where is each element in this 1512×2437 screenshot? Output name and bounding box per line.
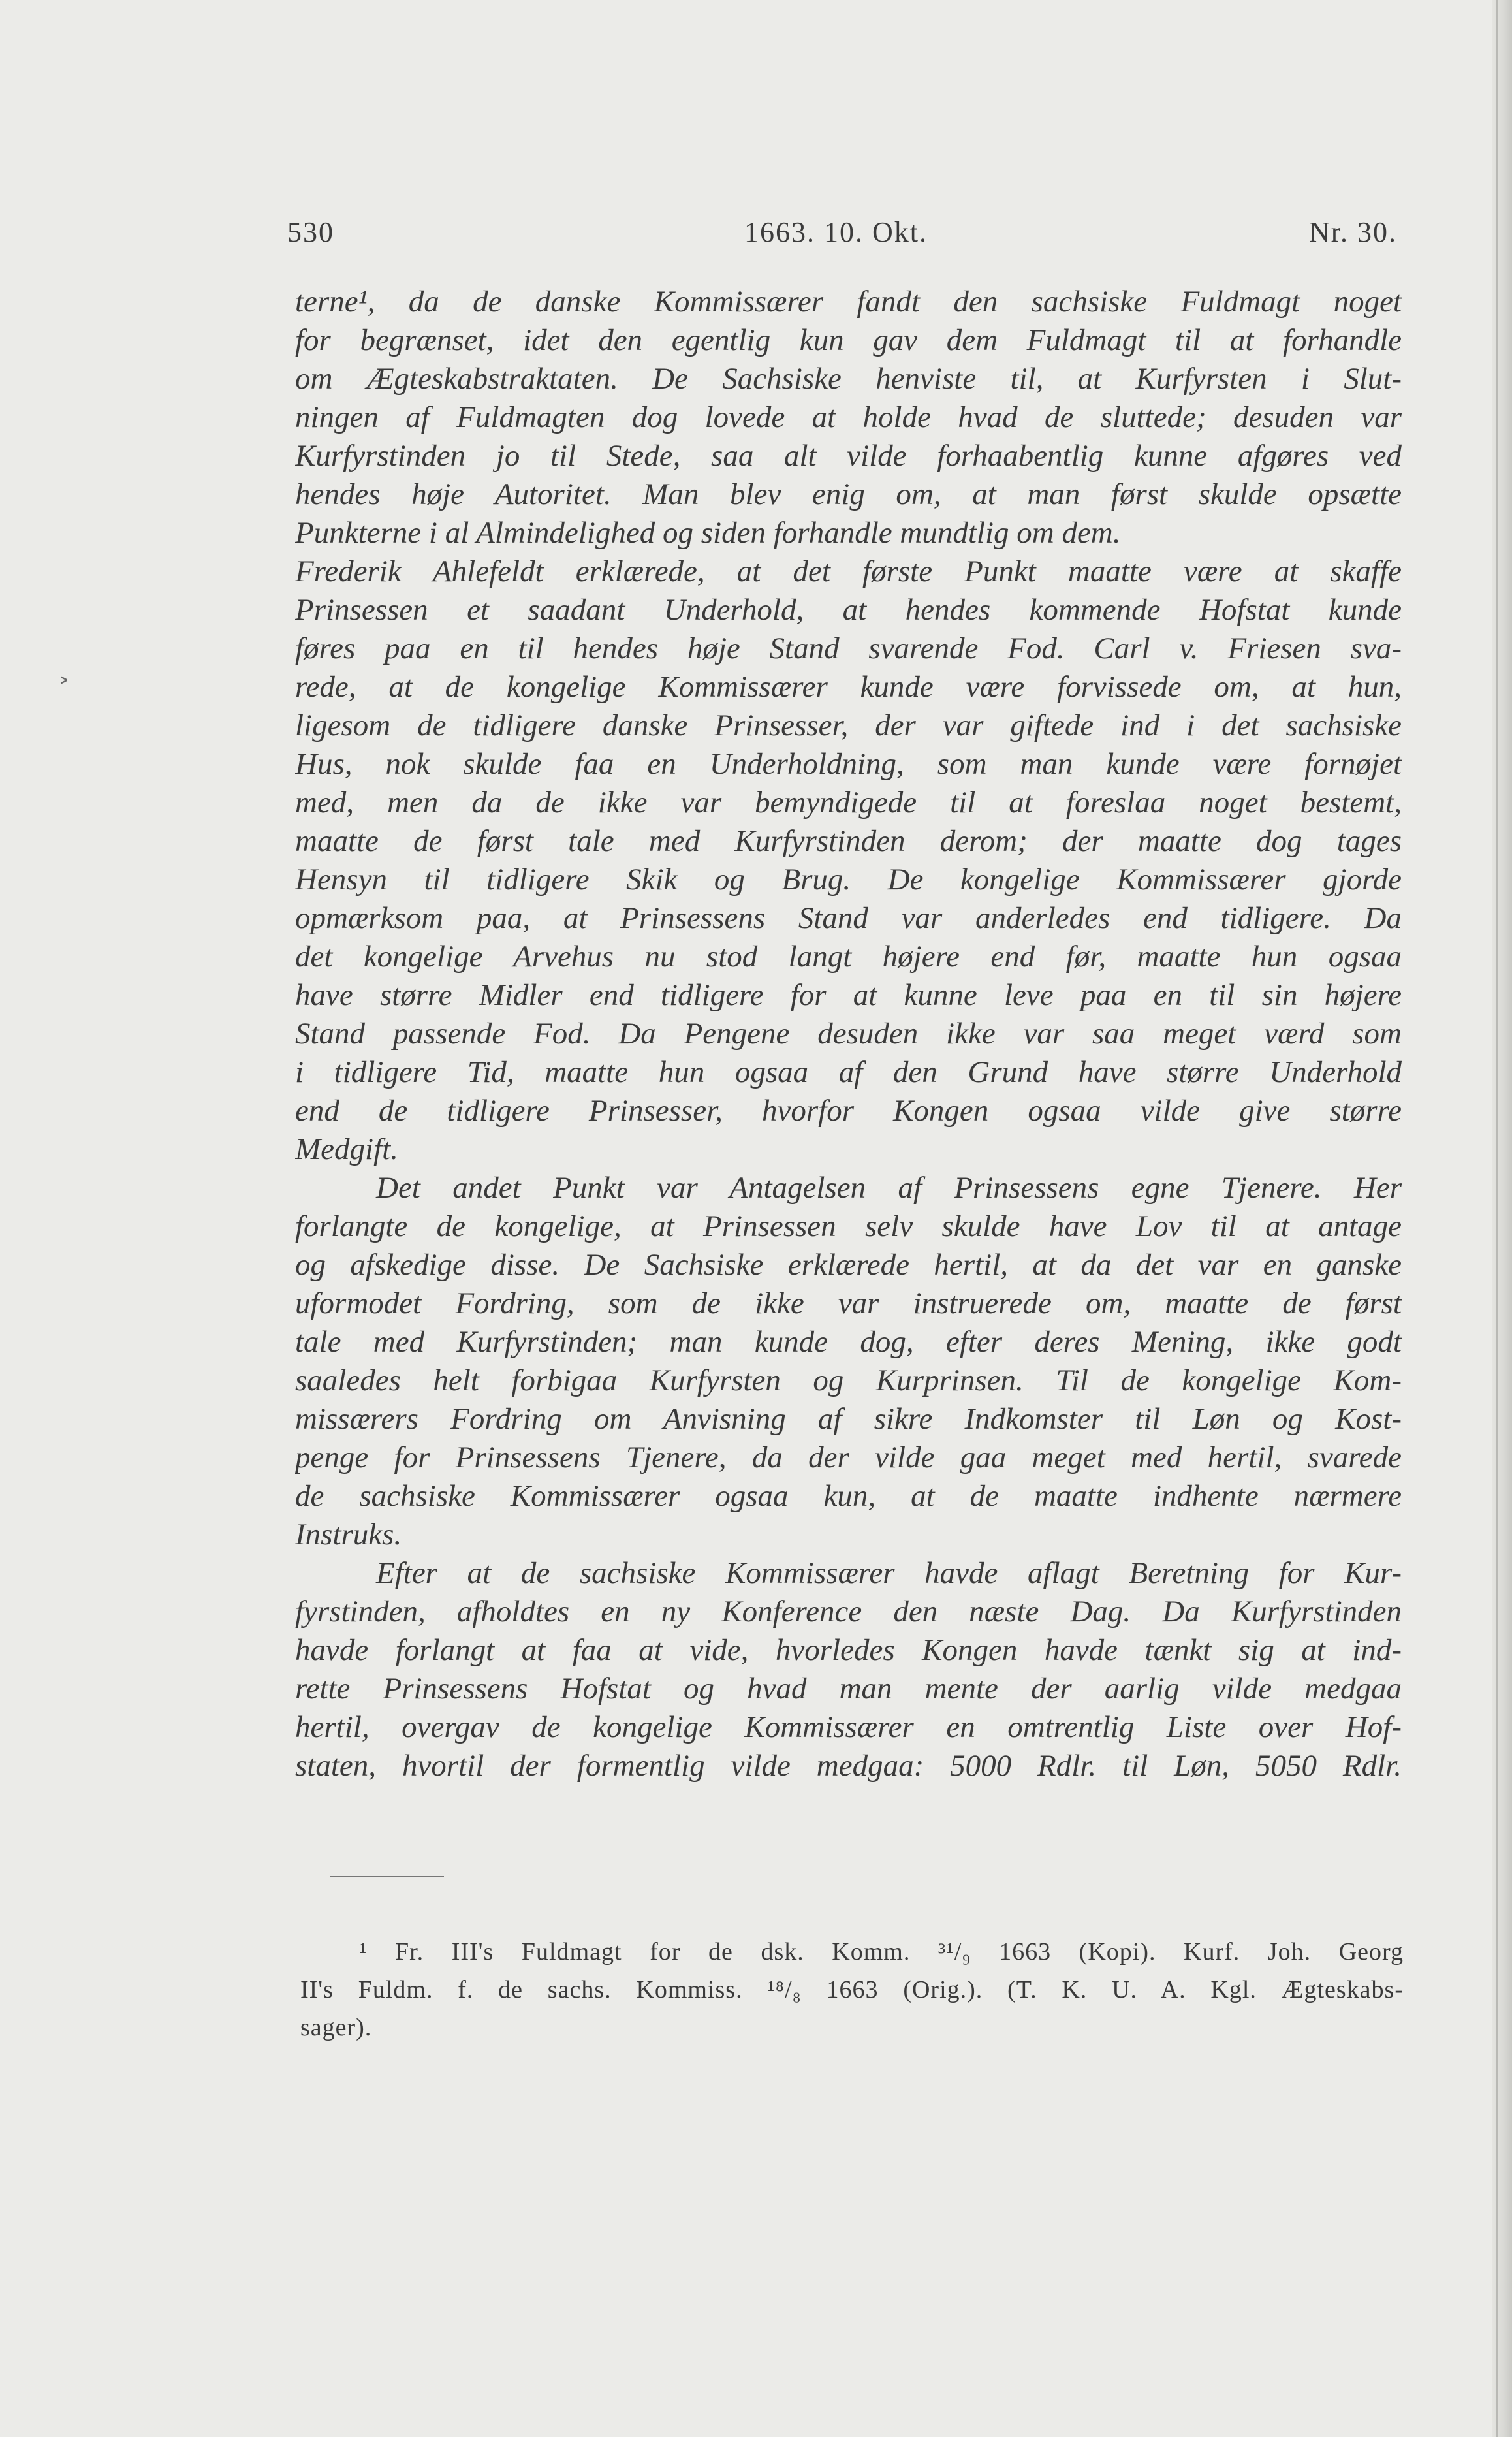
text-line: og afskedige disse. De Sachsiske erklærede hertil, at da det var en ganske xyxy=(295,1248,1402,1282)
text-line: Punkterne i al Almindelighed og siden forhandle mundtlig om dem. xyxy=(295,516,1121,550)
paragraph-start-line: Efter at de sachsiske Kommissærer havde aflagt Beretning for Kur- xyxy=(376,1556,1402,1590)
text-line: Hensyn til tidligere Skik og Brug. De kongelige Kommissærer gjorde xyxy=(295,863,1402,897)
text-line: terne¹, da de danske Kommissærer fandt den sachsiske Fuldmagt noget xyxy=(295,285,1402,319)
text-line: rette Prinsessens Hofstat og hvad man mente der aarlig vilde medgaa xyxy=(295,1672,1402,1706)
header-date: 1663. 10. Okt. xyxy=(744,216,928,248)
text-line: staten, hvortil der formentlig vilde medgaa: 5000 Rdlr. til Løn, 5050 Rdlr. xyxy=(295,1749,1402,1783)
text-line: maatte de først tale med Kurfyrstinden derom; der maatte dog tages xyxy=(295,824,1402,858)
text-line: i tidligere Tid, maatte hun ogsaa af den Grund have større Underhold xyxy=(295,1055,1402,1089)
text-line: have større Midler end tidligere for at kunne leve paa en til sin højere xyxy=(295,978,1402,1012)
footnote xyxy=(300,1933,1404,2047)
body-text xyxy=(295,283,1402,1785)
text-line: penge for Prinsessens Tjenere, da der vilde gaa meget med hertil, svarede xyxy=(295,1441,1402,1474)
text-line: Stand passende Fod. Da Pengene desuden ikke var saa meget værd som xyxy=(295,1017,1402,1051)
footnote-separator xyxy=(330,1876,444,1877)
text-line: Instruks. xyxy=(295,1518,402,1552)
document-number: Nr. 30. xyxy=(1309,216,1397,248)
margin-mark: ˃ xyxy=(57,675,71,705)
text-line: havde forlangt at faa at vide, hvorledes Kongen havde tænkt sig at ind- xyxy=(295,1633,1402,1667)
text-line: ningen af Fuldmagten dog lovede at holde hvad de sluttede; desuden var xyxy=(295,400,1402,434)
text-line: hertil, overgav de kongelige Kommissærer en omtrentlig Liste over Hof- xyxy=(295,1710,1402,1744)
text-line: end de tidligere Prinsesser, hvorfor Kongen ogsaa vilde give større xyxy=(295,1094,1402,1128)
footnote-line: II's Fuldm. f. de sachs. Kommiss. ¹⁸/₈ 1663 (Orig.). (T. K. U. A. Kgl. Ægteskabs- xyxy=(300,1976,1404,2003)
text-line: saaledes helt forbigaa Kurfyrsten og Kurprinsen. Til de kongelige Kom- xyxy=(295,1363,1402,1397)
running-header xyxy=(287,215,1397,261)
text-line: hendes høje Autoritet. Man blev enig om, at man først skulde opsætte xyxy=(295,477,1402,511)
text-line: for begrænset, idet den egentlig kun gav dem Fuldmagt til at forhandle xyxy=(295,323,1402,357)
text-line: med, men da de ikke var bemyndigede til at foreslaa noget bestemt, xyxy=(295,786,1402,820)
text-line: tale med Kurfyrstinden; man kunde dog, efter deres Mening, ikke godt xyxy=(295,1325,1402,1359)
paragraph-start-line: Det andet Punkt var Antagelsen af Prinsessens egne Tjenere. Her xyxy=(376,1171,1402,1205)
text-line: Hus, nok skulde faa en Underholdning, som man kunde være fornøjet xyxy=(295,747,1402,781)
text-line: føres paa en til hendes høje Stand svarende Fod. Carl v. Friesen sva- xyxy=(295,631,1402,665)
text-line: rede, at de kongelige Kommissærer kunde være forvissede om, at hun, xyxy=(295,670,1402,704)
text-line: de sachsiske Kommissærer ogsaa kun, at de maatte indhente nærmere xyxy=(295,1479,1402,1513)
text-line: uformodet Fordring, som de ikke var instruerede om, maatte de først xyxy=(295,1286,1402,1320)
text-line: Medgift. xyxy=(295,1132,398,1166)
page-edge-line xyxy=(1496,0,1498,2437)
text-line: Prinsessen et saadant Underhold, at hendes kommende Hofstat kunde xyxy=(295,593,1402,627)
text-line: forlangte de kongelige, at Prinsessen selv skulde have Lov til at antage xyxy=(295,1209,1402,1243)
text-line: det kongelige Arvehus nu stod langt højere end før, maatte hun ogsaa xyxy=(295,940,1402,974)
text-line: fyrstinden, afholdtes en ny Konference den næste Dag. Da Kurfyrstinden xyxy=(295,1595,1402,1629)
text-line: opmærksom paa, at Prinsessens Stand var anderledes end tidligere. Da xyxy=(295,901,1402,935)
text-line: missærers Fordring om Anvisning af sikre Indkomster til Løn og Kost- xyxy=(295,1402,1402,1436)
text-line: om Ægteskabstraktaten. De Sachsiske henviste til, at Kurfyrsten i Slut- xyxy=(295,362,1402,396)
footnote-line: ¹ Fr. III's Fuldmagt for de dsk. Komm. ³¹/₉ 1663 (Kopi). Kurf. Joh. Georg xyxy=(359,1938,1404,1966)
footnote-line: sager). xyxy=(300,2014,372,2041)
page-number: 530 xyxy=(287,216,334,248)
text-line: Kurfyrstinden jo til Stede, saa alt vilde forhaabentlig kunne afgøres ved xyxy=(295,439,1402,473)
text-line: Frederik Ahlefeldt erklærede, at det første Punkt maatte være at skaffe xyxy=(295,554,1402,588)
text-line: ligesom de tidligere danske Prinsesser, der var giftede ind i det sachsiske xyxy=(295,709,1402,742)
